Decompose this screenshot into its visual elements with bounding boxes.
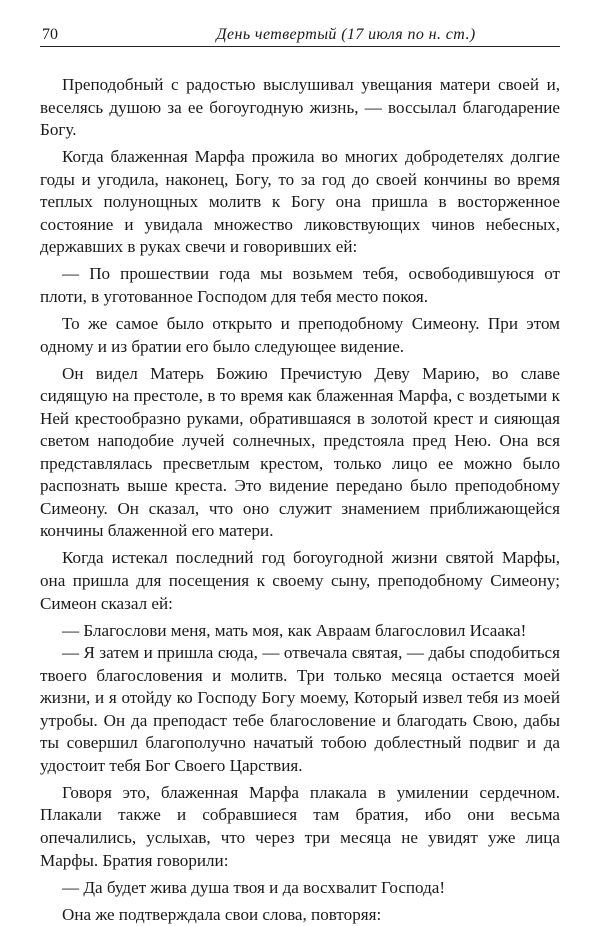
paragraph: — Благослови меня, мать моя, как Авраам благословил Исаака! (62, 620, 527, 640)
paragraph: Он видел Матерь Божию Пречистую Деву Марию, во славе сидящую на престоле, в то время как блаженная Марфа, с воздетыми к Ней крестообразно руками, обратившаяся в золотой крест и сияющая светом наподобие лучей солнечных, предстояла пред Нею. Она вся представлялась пресветлым крестом, только лицо ее можно было распознать выше креста. Это видение передано было преподобному Симеону. Он сказал, что оно служит знамением приближающейся кончины блаженной его матери. (40, 363, 560, 541)
paragraph: Преподобный с радостью выслушивал увещания матери своей и, веселясь душою за ее богоугодную жизнь, — воссылал благодарение Богу. (40, 75, 560, 140)
paragraph: То же самое было открыто и преподобному Симеону. При этом одному и из братии его было следующее видение. (40, 313, 560, 356)
paragraph: Когда истекал последний год богоугодной жизни святой Марфы, она пришла для посещения к своему сыну, преподобному Симеону; Симеон сказал ей: (40, 548, 560, 613)
paragraph: — По прошествии года мы возьмем тебя, освободившуюся от плоти, в уготованное Господом для тебя место покоя. (40, 264, 560, 306)
paragraph: Когда блаженная Марфа прожила во многих добродетелях долгие годы и угодила, наконец, Богу, то за год до своей кончины во время теплых полунощных молитв к Богу она пришла в восторженное состояние и увидала множество ликовствующих чинов небесных, державших в руках свечи и говоривших ей: (40, 147, 560, 257)
body-text (40, 74, 560, 926)
book-page (40, 24, 560, 926)
paragraph: Говоря это, блаженная Марфа плакала в умилении сердечном. Плакали также и собравшиеся там братия, ибо они весьма опечалились, услыхав, что через три месяца не увидят уже лица Марфы. Братия говорили: (40, 782, 560, 870)
paragraph: Она же подтверждала свои слова, повторяя: (62, 904, 382, 924)
running-title: День четвертый (17 июля по н. ст.) (216, 26, 476, 43)
paragraph: — Да будет жива душа твоя и да восхвалит Господа! (62, 877, 446, 897)
paragraph: — Я затем и пришла сюда, — отвечала святая, — дабы сподобиться твоего благословения и молитв. Три только месяца остается моей жизни, и я отойду ко Господу Богу моему, Который извел тебя из моей утробы. Он да преподаст тебе благословение и благодать Свою, дабы ты совершил благополучно начатый тобою доблестный подвиг и да удостоит тебя Бог Своего Царствия. (40, 643, 560, 775)
page-number: 70 (42, 26, 58, 43)
page-header (40, 24, 560, 47)
